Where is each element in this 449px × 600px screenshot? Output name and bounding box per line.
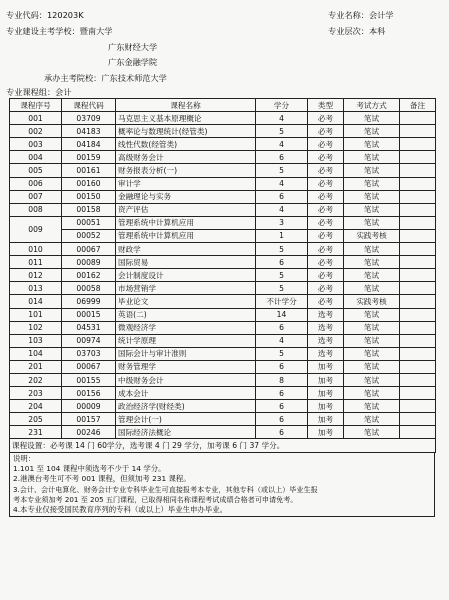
note-line: 2.港澳台考生可不考 001 课程，但须加考 231 课程。: [13, 474, 191, 484]
table-cell: 笔试: [344, 112, 400, 125]
table-row: [10, 308, 436, 321]
table-cell: 004: [10, 151, 62, 164]
table-cell: 102: [10, 321, 62, 334]
table-cell: 03709: [62, 112, 116, 125]
table-cell: 加考: [308, 387, 344, 400]
table-row: [10, 347, 436, 360]
table-row: [10, 151, 436, 164]
table-cell: 笔试: [344, 190, 400, 203]
table-row: [10, 426, 436, 439]
col-header: 课程序号: [10, 99, 62, 112]
table-cell: 5: [256, 164, 308, 177]
table-cell: 必考: [308, 243, 344, 256]
table-cell: 1: [256, 229, 308, 242]
table-cell: 必考: [308, 203, 344, 216]
table-row: [10, 360, 436, 373]
table-cell: 必考: [308, 151, 344, 164]
table-cell: 成本会计: [116, 387, 256, 400]
table-cell: 笔试: [344, 151, 400, 164]
builder-schools: 专业建设主考学校：暨南大学: [6, 26, 113, 36]
table-cell: 高级财务会计: [116, 151, 256, 164]
table-cell: 00161: [62, 164, 116, 177]
table-cell: 笔试: [344, 269, 400, 282]
table-cell: 00159: [62, 151, 116, 164]
table-cell: 必考: [308, 229, 344, 242]
table-cell: 笔试: [344, 138, 400, 151]
table-cell: 笔试: [344, 256, 400, 269]
table-row: [10, 295, 436, 308]
table-cell: 6: [256, 321, 308, 334]
table-cell: 4: [256, 138, 308, 151]
builder-school-2: 广东财经大学: [108, 42, 158, 52]
notes-title: 说明：: [13, 454, 36, 463]
table-cell: 6: [256, 256, 308, 269]
table-cell: 国际会计与审计准则: [116, 347, 256, 360]
table-cell: 00058: [62, 282, 116, 295]
table-row: [10, 138, 436, 151]
table-row: [10, 334, 436, 347]
table-cell: 笔试: [344, 400, 400, 413]
note-line: 4.本专业仅接受国民教育序列的专科（或以上）毕业生申办毕业。: [13, 505, 227, 515]
table-cell: 金融理论与实务: [116, 190, 256, 203]
summary-text: 课程设置：必考课 14 门 60学分，选考课 4 门 29 学分，加考课 6 门 37 学分。: [10, 439, 436, 452]
table-cell: [400, 387, 436, 400]
table-cell: 不计学分: [256, 295, 308, 308]
table-cell: 104: [10, 347, 62, 360]
table-cell: 笔试: [344, 360, 400, 373]
major-level: 专业层次：本科: [328, 26, 386, 36]
table-cell: 6: [256, 360, 308, 373]
table-cell: 必考: [308, 177, 344, 190]
table-cell: 4: [256, 112, 308, 125]
table-cell: 4: [256, 334, 308, 347]
table-cell: 概率论与数理统计(经管类): [116, 125, 256, 138]
table-cell: 04184: [62, 138, 116, 151]
table-cell: 00974: [62, 334, 116, 347]
table-row: [10, 413, 436, 426]
table-cell: 笔试: [344, 321, 400, 334]
table-cell: 加考: [308, 426, 344, 439]
host-school: 承办主考院校：广东技术师范大学: [44, 73, 167, 83]
table-cell: 04183: [62, 125, 116, 138]
table-cell: 00246: [62, 426, 116, 439]
table-row: [10, 112, 436, 125]
table-cell: 必考: [308, 282, 344, 295]
table-cell: 马克思主义基本原理概论: [116, 112, 256, 125]
table-cell: 005: [10, 164, 62, 177]
table-row: [10, 269, 436, 282]
table-cell: 5: [256, 125, 308, 138]
table-cell: 001: [10, 112, 62, 125]
table-row: [10, 216, 436, 229]
table-cell: 231: [10, 426, 62, 439]
table-row: [10, 256, 436, 269]
table-cell: 204: [10, 400, 62, 413]
table-row: [10, 387, 436, 400]
table-cell: 英语(二): [116, 308, 256, 321]
table-cell: 6: [256, 426, 308, 439]
table-cell: 笔试: [344, 334, 400, 347]
table-cell: 4: [256, 203, 308, 216]
table-cell: 103: [10, 334, 62, 347]
table-cell: 6: [256, 151, 308, 164]
major-code: 专业代码：120203K: [6, 10, 84, 20]
table-cell: [400, 282, 436, 295]
table-cell: 统计学原理: [116, 334, 256, 347]
table-cell: 中级财务会计: [116, 373, 256, 386]
table-cell: 00150: [62, 190, 116, 203]
table-cell: 00160: [62, 177, 116, 190]
table-row: [10, 203, 436, 216]
table-cell: 006: [10, 177, 62, 190]
table-cell: [400, 243, 436, 256]
table-cell: 00067: [62, 360, 116, 373]
table-cell: [400, 295, 436, 308]
table-cell: 笔试: [344, 308, 400, 321]
table-cell: 04531: [62, 321, 116, 334]
table-cell: 选考: [308, 321, 344, 334]
table-row: [10, 190, 436, 203]
table-cell: 实践考核: [344, 295, 400, 308]
table-cell: 加考: [308, 373, 344, 386]
col-header: 课程名称: [116, 99, 256, 112]
table-cell: 8: [256, 373, 308, 386]
table-cell: 205: [10, 413, 62, 426]
course-group: 专业课程组：会计: [6, 87, 72, 97]
table-cell: 笔试: [344, 373, 400, 386]
table-cell: 00051: [62, 216, 116, 229]
table-cell: 013: [10, 282, 62, 295]
table-cell: [400, 321, 436, 334]
table-cell: 选考: [308, 308, 344, 321]
table-row: [10, 400, 436, 413]
table-cell: 笔试: [344, 164, 400, 177]
table-cell: 加考: [308, 360, 344, 373]
table-cell: 笔试: [344, 413, 400, 426]
table-cell: 必考: [308, 112, 344, 125]
table-cell: [400, 112, 436, 125]
table-cell: [400, 256, 436, 269]
summary-row: [10, 439, 436, 452]
table-cell: 财务报表分析(一): [116, 164, 256, 177]
table-cell: 必考: [308, 125, 344, 138]
table-cell: [400, 138, 436, 151]
table-cell: 微观经济学: [116, 321, 256, 334]
table-cell: 002: [10, 125, 62, 138]
table-row: [10, 282, 436, 295]
table-cell: 必考: [308, 190, 344, 203]
table-cell: [400, 334, 436, 347]
table-cell: 6: [256, 190, 308, 203]
table-row: [10, 229, 436, 242]
table-cell: 笔试: [344, 203, 400, 216]
table-row: [10, 125, 436, 138]
table-cell: 市场营销学: [116, 282, 256, 295]
table-cell: 00157: [62, 413, 116, 426]
table-cell: 00089: [62, 256, 116, 269]
builder-school-3: 广东金融学院: [108, 57, 158, 67]
table-cell: 007: [10, 190, 62, 203]
table-row: [10, 321, 436, 334]
table-cell: 管理会计(一): [116, 413, 256, 426]
table-cell: [400, 216, 436, 229]
table-header-row: [10, 99, 436, 112]
col-header: 类型: [308, 99, 344, 112]
table-cell: 加考: [308, 413, 344, 426]
table-cell: 选考: [308, 334, 344, 347]
table-cell: 毕业论文: [116, 295, 256, 308]
table-cell: 00067: [62, 243, 116, 256]
table-cell: 笔试: [344, 243, 400, 256]
table-cell: 笔试: [344, 177, 400, 190]
table-cell: 会计制度设计: [116, 269, 256, 282]
table-cell: 101: [10, 308, 62, 321]
col-header: 学分: [256, 99, 308, 112]
table-cell: [400, 360, 436, 373]
table-cell: 5: [256, 347, 308, 360]
table-cell: 00158: [62, 203, 116, 216]
table-cell: [400, 229, 436, 242]
table-cell: [400, 203, 436, 216]
note-line: 3.会计、会计电算化、财务会计专业专科毕业生可直接报考本专业，其他专科（或以上）毕业生报: [13, 484, 318, 494]
table-cell: [400, 125, 436, 138]
table-cell: 笔试: [344, 347, 400, 360]
table-cell: 5: [256, 269, 308, 282]
table-row: [10, 177, 436, 190]
table-cell: [400, 190, 436, 203]
table-cell: [400, 151, 436, 164]
table-cell: 009: [10, 216, 62, 242]
table-cell: 必考: [308, 216, 344, 229]
table-cell: 00015: [62, 308, 116, 321]
table-cell: 201: [10, 360, 62, 373]
table-cell: 014: [10, 295, 62, 308]
table-cell: 审计学: [116, 177, 256, 190]
table-cell: 00162: [62, 269, 116, 282]
table-cell: 资产评估: [116, 203, 256, 216]
table-cell: 010: [10, 243, 62, 256]
table-cell: 笔试: [344, 387, 400, 400]
table-cell: 5: [256, 282, 308, 295]
table-cell: 管理系统中计算机应用: [116, 229, 256, 242]
table-cell: 国际贸易: [116, 256, 256, 269]
table-cell: 203: [10, 387, 62, 400]
table-cell: 管理系统中计算机应用: [116, 216, 256, 229]
table-cell: [400, 373, 436, 386]
table-cell: 实践考核: [344, 229, 400, 242]
table-cell: 012: [10, 269, 62, 282]
table-row: [10, 164, 436, 177]
note-line: 考本专业须加考 201 至 205 五门课程，已取得相同名称课程考试成绩合格者可申请免考。: [13, 494, 298, 504]
col-header: 考试方式: [344, 99, 400, 112]
table-cell: [400, 400, 436, 413]
table-cell: [400, 177, 436, 190]
table-cell: 00052: [62, 229, 116, 242]
table-cell: 003: [10, 138, 62, 151]
table-cell: 03703: [62, 347, 116, 360]
note-line: 1.101 至 104 课程中须选考不少于 14 学分。: [13, 464, 166, 474]
table-cell: 00156: [62, 387, 116, 400]
notes-box: [9, 453, 435, 517]
table-cell: 加考: [308, 400, 344, 413]
col-header: 备注: [400, 99, 436, 112]
table-cell: 5: [256, 243, 308, 256]
table-row: [10, 373, 436, 386]
table-cell: [400, 269, 436, 282]
table-cell: 必考: [308, 164, 344, 177]
table-cell: [400, 426, 436, 439]
table-cell: 财政学: [116, 243, 256, 256]
course-table: [9, 98, 436, 453]
table-cell: 00155: [62, 373, 116, 386]
col-header: 课程代码: [62, 99, 116, 112]
table-cell: 011: [10, 256, 62, 269]
table-cell: 202: [10, 373, 62, 386]
table-cell: [400, 164, 436, 177]
table-cell: 必考: [308, 269, 344, 282]
table-cell: 选考: [308, 347, 344, 360]
table-cell: 笔试: [344, 125, 400, 138]
table-cell: [400, 308, 436, 321]
table-cell: 必考: [308, 295, 344, 308]
table-cell: 008: [10, 203, 62, 216]
table-cell: 必考: [308, 138, 344, 151]
table-cell: 线性代数(经管类): [116, 138, 256, 151]
table-cell: 政治经济学(财经类): [116, 400, 256, 413]
major-name: 专业名称：会计学: [328, 10, 394, 20]
table-cell: 4: [256, 177, 308, 190]
table-cell: 财务管理学: [116, 360, 256, 373]
table-cell: 6: [256, 387, 308, 400]
table-cell: 14: [256, 308, 308, 321]
table-row: [10, 243, 436, 256]
table-cell: 国际经济法概论: [116, 426, 256, 439]
table-cell: 6: [256, 413, 308, 426]
table-cell: [400, 413, 436, 426]
table-cell: 笔试: [344, 216, 400, 229]
table-cell: 06999: [62, 295, 116, 308]
table-cell: 00009: [62, 400, 116, 413]
table-cell: 必考: [308, 256, 344, 269]
table-cell: [400, 347, 436, 360]
table-cell: 笔试: [344, 282, 400, 295]
table-cell: 6: [256, 400, 308, 413]
table-cell: 笔试: [344, 426, 400, 439]
table-cell: 3: [256, 216, 308, 229]
